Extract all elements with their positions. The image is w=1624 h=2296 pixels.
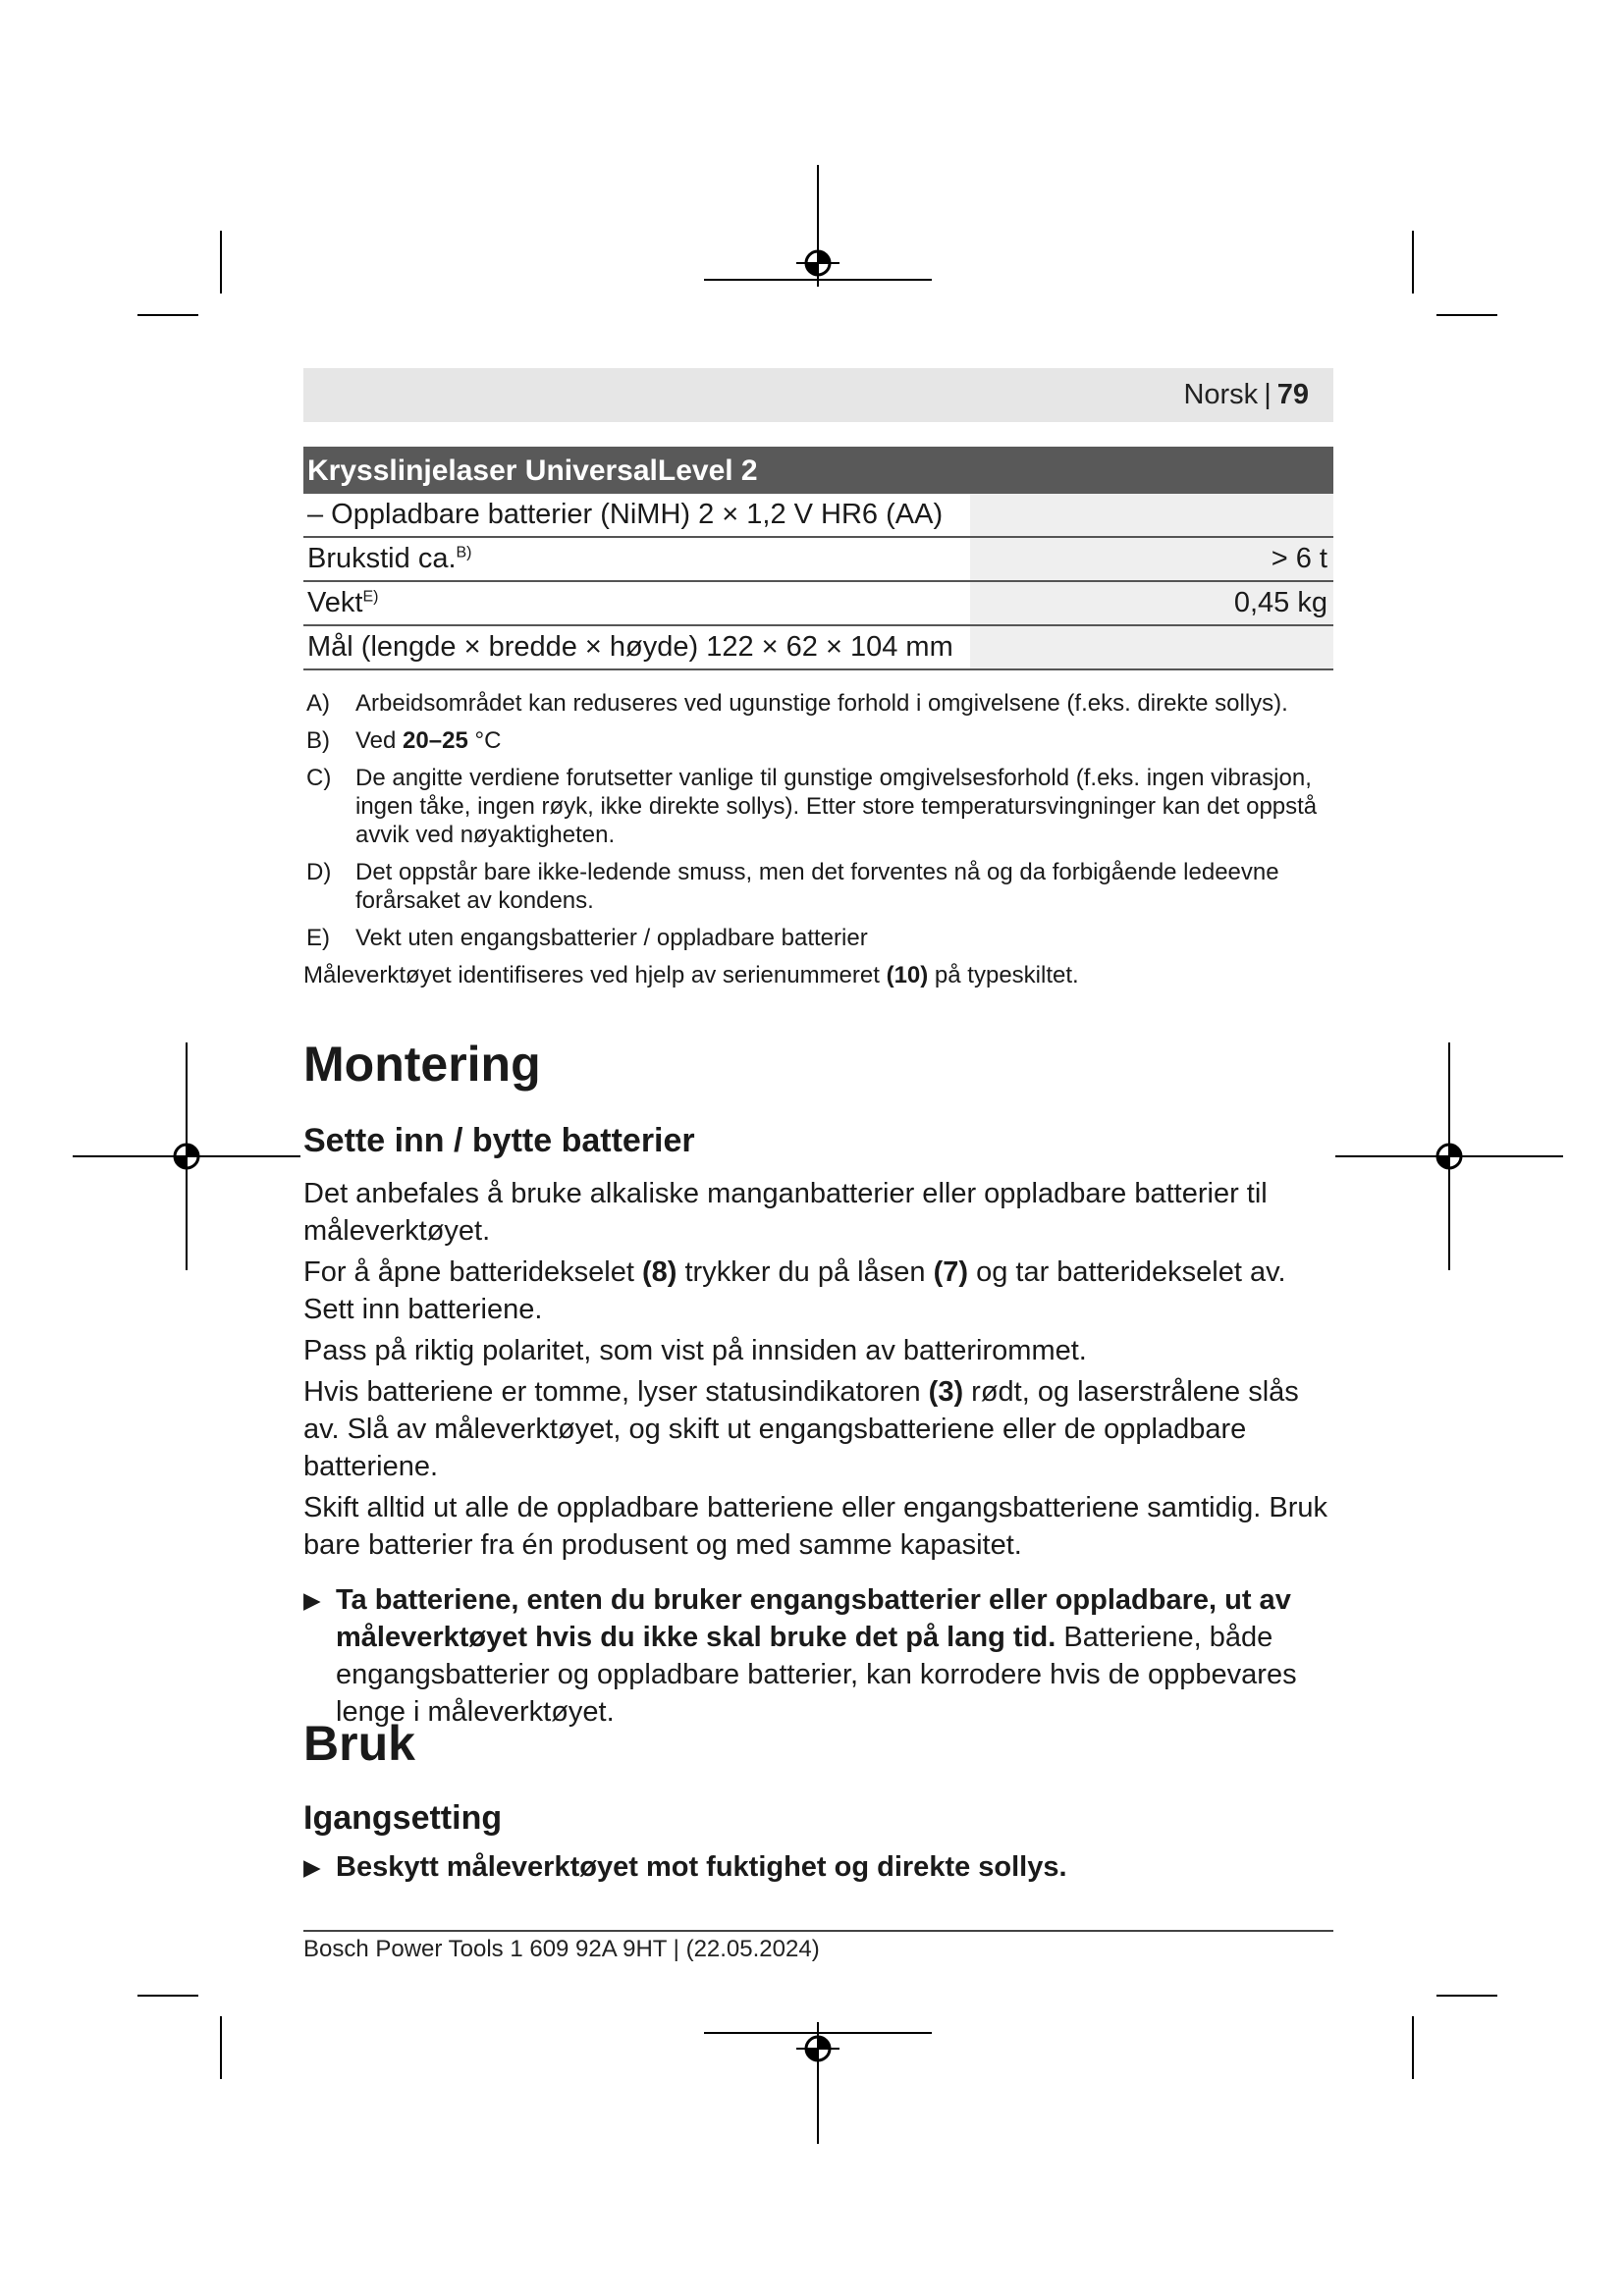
footer-divider bbox=[303, 1930, 1333, 1932]
serial-note-text: på typeskiltet. bbox=[928, 962, 1079, 988]
crop-mark bbox=[137, 314, 198, 316]
part-ref: (7) bbox=[933, 1256, 969, 1288]
paragraph: Skift alltid ut alle de oppladbare batteriene eller engangsbatteriene samtidig. Bruk bare batterier fra én produsent og med samme kapasitet. bbox=[303, 1492, 1328, 1561]
header-separator: | bbox=[1264, 379, 1272, 410]
section-heading-bruk: Bruk bbox=[303, 1716, 415, 1771]
paragraph-text: Hvis batteriene er tomme, lyser statusindikatoren bbox=[303, 1376, 929, 1408]
footnote-label: E) bbox=[306, 925, 330, 951]
crop-mark bbox=[1436, 314, 1497, 316]
footnotes bbox=[303, 689, 1344, 998]
part-ref: (3) bbox=[928, 1376, 964, 1408]
registration-target-icon bbox=[796, 241, 839, 285]
spec-table bbox=[303, 447, 1333, 670]
temperature-range: 20–25 bbox=[403, 727, 468, 754]
registration-target-icon bbox=[796, 2027, 839, 2070]
montering-body bbox=[303, 1175, 1333, 1731]
paragraph bbox=[303, 1254, 1333, 1328]
footnote-text: Vekt uten engangsbatterier / oppladbare batterier bbox=[355, 925, 868, 951]
crop-mark bbox=[1412, 231, 1414, 294]
table-row bbox=[303, 581, 1333, 625]
crop-mark bbox=[1412, 2016, 1414, 2079]
spec-label-text: Brukstid ca. bbox=[307, 543, 457, 574]
bullet-arrow-icon: ▶ bbox=[303, 1587, 321, 1613]
bullet-arrow-icon: ▶ bbox=[303, 1854, 321, 1880]
table-row bbox=[303, 537, 1333, 581]
footnote-a bbox=[303, 689, 1344, 718]
spec-label bbox=[303, 581, 970, 625]
crop-mark bbox=[220, 2016, 222, 2079]
footnote-ref: B) bbox=[456, 544, 472, 561]
subheading-batterier: Sette inn / bytte batterier bbox=[303, 1122, 695, 1159]
spec-label bbox=[303, 625, 970, 669]
footnote-b bbox=[303, 726, 1344, 755]
temperature-unit: °C bbox=[467, 727, 502, 754]
warning-bullet bbox=[303, 1848, 1333, 1886]
table-row bbox=[303, 494, 1333, 537]
footnote-label: C) bbox=[306, 765, 332, 791]
serial-note bbox=[303, 961, 1344, 989]
spec-label-text: – Oppladbare batterier (NiMH) 2 × 1,2 V HR6 (AA) bbox=[307, 499, 944, 530]
subheading-igangsetting: Igangsetting bbox=[303, 1799, 503, 1837]
paragraph-text: trykker du på låsen bbox=[677, 1256, 934, 1288]
footnote-c bbox=[303, 764, 1344, 849]
warning-bullet bbox=[303, 1581, 1333, 1731]
spec-value: 0,45 kg bbox=[970, 581, 1333, 625]
paragraph: Det anbefales å bruke alkaliske manganbatterier eller oppladbare batterier til måleverktøyet. bbox=[303, 1178, 1268, 1247]
spec-label-text: Vekt bbox=[307, 587, 363, 618]
crop-mark bbox=[137, 1995, 198, 1997]
footnote-e bbox=[303, 924, 1344, 952]
footnote-d bbox=[303, 858, 1344, 915]
footnote-text: Ved bbox=[355, 727, 404, 754]
footnote-text: De angitte verdiene forutsetter vanlige til gunstige omgivelsesforhold (f.eks. ingen vibrasjon, ingen tåke, ingen røyk, ikke direkte sollys). Etter store temperatursvingninger kan det oppstå avvik ved nøyaktigheten. bbox=[355, 765, 1318, 848]
table-row bbox=[303, 625, 1333, 669]
warning-bold: Ta batteriene, enten du bruker engangsbatterier eller oppladbare, ut av måleverktøyet hvis du ikke skal bruke det på lang tid. bbox=[336, 1584, 1291, 1653]
warning-bold: Beskytt måleverktøyet mot fuktighet og direkte sollys. bbox=[336, 1851, 1067, 1883]
spec-table-title: Krysslinjelaser UniversalLevel 2 bbox=[303, 447, 1333, 494]
registration-target-icon bbox=[165, 1135, 208, 1178]
spec-label-text: Mål (lengde × bredde × høyde) 122 × 62 × 104 mm bbox=[307, 631, 953, 663]
paragraph-text: og tar batteridekselet av. Sett inn batteriene. bbox=[303, 1256, 1286, 1325]
page-number: 79 bbox=[1276, 379, 1309, 410]
serial-note-text: Måleverktøyet identifiseres ved hjelp av serienummeret bbox=[303, 962, 887, 988]
section-label: Norsk bbox=[1183, 379, 1259, 410]
registration-target-icon bbox=[1428, 1135, 1471, 1178]
spec-value: > 6 t bbox=[970, 537, 1333, 581]
footnote-ref: E) bbox=[362, 588, 379, 606]
warning-text: Batteriene, både engangsbatterier og oppladbare batterier, kan korrodere hvis de oppbevares lenge i måleverktøyet. bbox=[336, 1622, 1297, 1728]
page-footer: Bosch Power Tools 1 609 92A 9HT | (22.05.2024) bbox=[303, 1936, 820, 1962]
paragraph-text: For å åpne batteridekselet bbox=[303, 1256, 642, 1288]
page-header bbox=[303, 368, 1333, 422]
spec-label bbox=[303, 537, 970, 581]
crop-mark bbox=[220, 231, 222, 294]
paragraph: Pass på riktig polaritet, som vist på innsiden av batterirommet. bbox=[303, 1335, 1087, 1366]
spec-label bbox=[303, 494, 970, 537]
serial-ref: (10) bbox=[886, 962, 929, 988]
footnote-text: Arbeidsområdet kan reduseres ved ugunstige forhold i omgivelsene (f.eks. direkte sollys). bbox=[355, 690, 1288, 717]
spec-value bbox=[970, 625, 1333, 669]
spec-value bbox=[970, 494, 1333, 537]
paragraph-text: rødt, og laserstrålene slås av. Slå av måleverktøyet, og skift ut engangsbatteriene eller de oppladbare batteriene. bbox=[303, 1376, 1299, 1482]
footnote-text: Det oppstår bare ikke-ledende smuss, men det forventes nå og da forbigående ledeevne forårsaket av kondens. bbox=[355, 859, 1279, 914]
crop-mark bbox=[1436, 1995, 1497, 1997]
section-heading-montering: Montering bbox=[303, 1037, 541, 1092]
paragraph bbox=[303, 1373, 1333, 1485]
footnote-label: D) bbox=[306, 859, 332, 885]
bruk-body bbox=[303, 1848, 1333, 1886]
footnote-label: A) bbox=[306, 690, 330, 717]
part-ref: (8) bbox=[641, 1256, 677, 1288]
footnote-label: B) bbox=[306, 727, 330, 754]
spec-table-title-row bbox=[303, 447, 1333, 494]
